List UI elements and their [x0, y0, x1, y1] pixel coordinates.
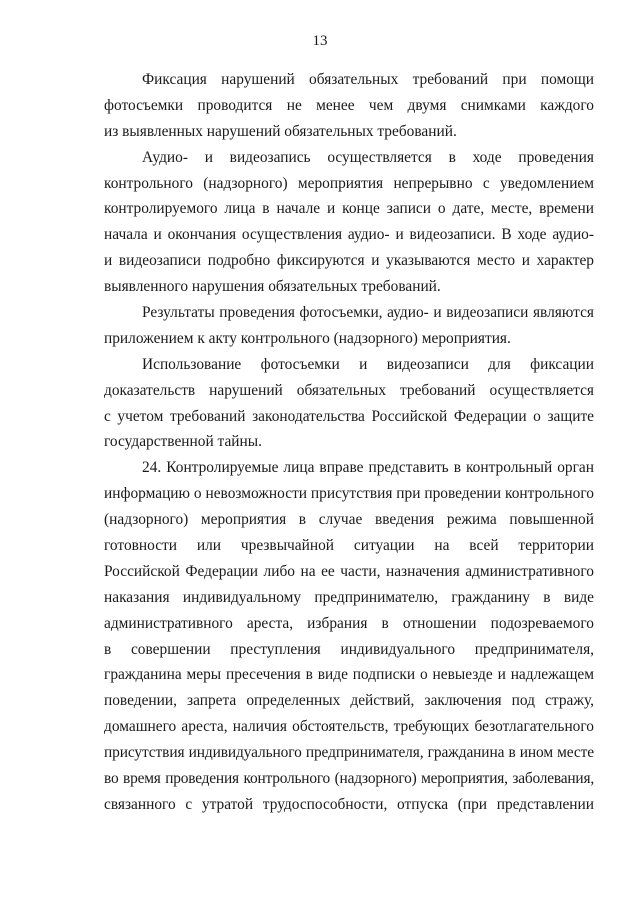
text-line-content: приложением к акту контрольного (надзорного) мероприятия.	[104, 329, 511, 347]
text-line	[104, 119, 594, 145]
text-line-content: домашнего ареста, наличия обстоятельств, требующих безотлагательного	[104, 718, 594, 736]
text-line-content: с учетом требований законодательства Российской Федерации о защите	[104, 407, 594, 425]
text-line	[104, 274, 594, 300]
text-line-content: из выявленных нарушений обязательных требований.	[104, 122, 457, 140]
text-line	[104, 688, 594, 714]
text-line-content: готовности или чрезвычайной ситуации на всей территории	[104, 537, 594, 555]
text-line-content: информацию о невозможности присутствия при проведении контрольного	[104, 485, 594, 503]
text-line	[104, 740, 594, 766]
text-line-content: фотосъемки проводится не менее чем двумя снимками каждого	[104, 96, 594, 114]
text-line-content: в совершении преступления индивидуального предпринимателя,	[104, 640, 594, 658]
text-line-content: наказания индивидуальному предпринимателю, гражданину в виде	[104, 588, 594, 606]
paragraph	[104, 352, 594, 456]
text-line	[104, 559, 594, 585]
text-line	[104, 585, 594, 611]
text-line	[104, 507, 594, 533]
text-line-content: Российской Федерации либо на ее части, назначения административного	[104, 562, 594, 580]
text-line	[104, 481, 594, 507]
text-line	[104, 196, 594, 222]
text-line-content: выявленного нарушения обязательных требований.	[104, 278, 441, 296]
page-number: 13	[312, 33, 328, 49]
text-line-content: присутствия индивидуального предпринимателя, гражданина в ином месте	[104, 744, 594, 762]
text-line	[104, 792, 594, 818]
paragraph	[104, 67, 594, 145]
text-line-content: Результаты проведения фотосъемки, аудио- и видеозаписи являются	[142, 304, 594, 322]
text-line	[104, 714, 594, 740]
text-line-content: связанного с утратой трудоспособности, отпуска (при представлении	[104, 795, 594, 813]
text-line-content: Использование фотосъемки и видеозаписи для фиксации	[142, 355, 594, 373]
text-line-content: доказательств нарушений обязательных требований осуществляется	[104, 381, 594, 399]
text-line	[104, 455, 594, 481]
document-body	[104, 67, 594, 818]
text-line	[104, 145, 594, 171]
text-line-content: 24. Контролируемые лица вправе представить в контрольный орган	[142, 459, 594, 477]
paragraph	[104, 300, 594, 352]
text-line	[104, 300, 594, 326]
text-line	[104, 429, 594, 455]
text-line	[104, 326, 594, 352]
text-line-content: Аудио- и видеозапись осуществляется в ходе проведения	[142, 148, 594, 166]
text-line	[104, 637, 594, 663]
text-line	[104, 766, 594, 792]
paragraph	[104, 455, 594, 817]
text-line	[104, 533, 594, 559]
text-line-content: начала и окончания осуществления аудио- и видеозаписи. В ходе аудио-	[104, 226, 594, 244]
text-line-content: административного ареста, избрания в отношении подозреваемого	[104, 614, 594, 632]
text-line-content: государственной тайны.	[104, 433, 262, 451]
text-line-content: гражданина меры пресечения в виде подписки о невыезде и надлежащем	[104, 666, 594, 684]
text-line-content: и видеозаписи подробно фиксируются и указываются место и характер	[104, 252, 594, 270]
paragraph	[104, 145, 594, 300]
text-line	[104, 93, 594, 119]
text-line	[104, 67, 594, 93]
text-line	[104, 222, 594, 248]
text-line-content: (надзорного) мероприятия в случае введения режима повышенной	[104, 511, 594, 529]
text-line	[104, 352, 594, 378]
text-line	[104, 611, 594, 637]
text-line	[104, 404, 594, 430]
text-line	[104, 248, 594, 274]
text-line	[104, 171, 594, 197]
text-line-content: контрольного (надзорного) мероприятия непрерывно с уведомлением	[104, 174, 594, 192]
text-line-content: поведении, запрета определенных действий, заключения под стражу,	[104, 692, 594, 710]
text-line-content: контролируемого лица в начале и конце записи о дате, месте, времени	[104, 200, 594, 218]
text-line-content: во время проведения контрольного (надзорного) мероприятия, заболевания,	[104, 770, 594, 788]
text-line	[104, 378, 594, 404]
text-line-content: Фиксация нарушений обязательных требований при помощи	[142, 71, 594, 88]
text-line	[104, 662, 594, 688]
